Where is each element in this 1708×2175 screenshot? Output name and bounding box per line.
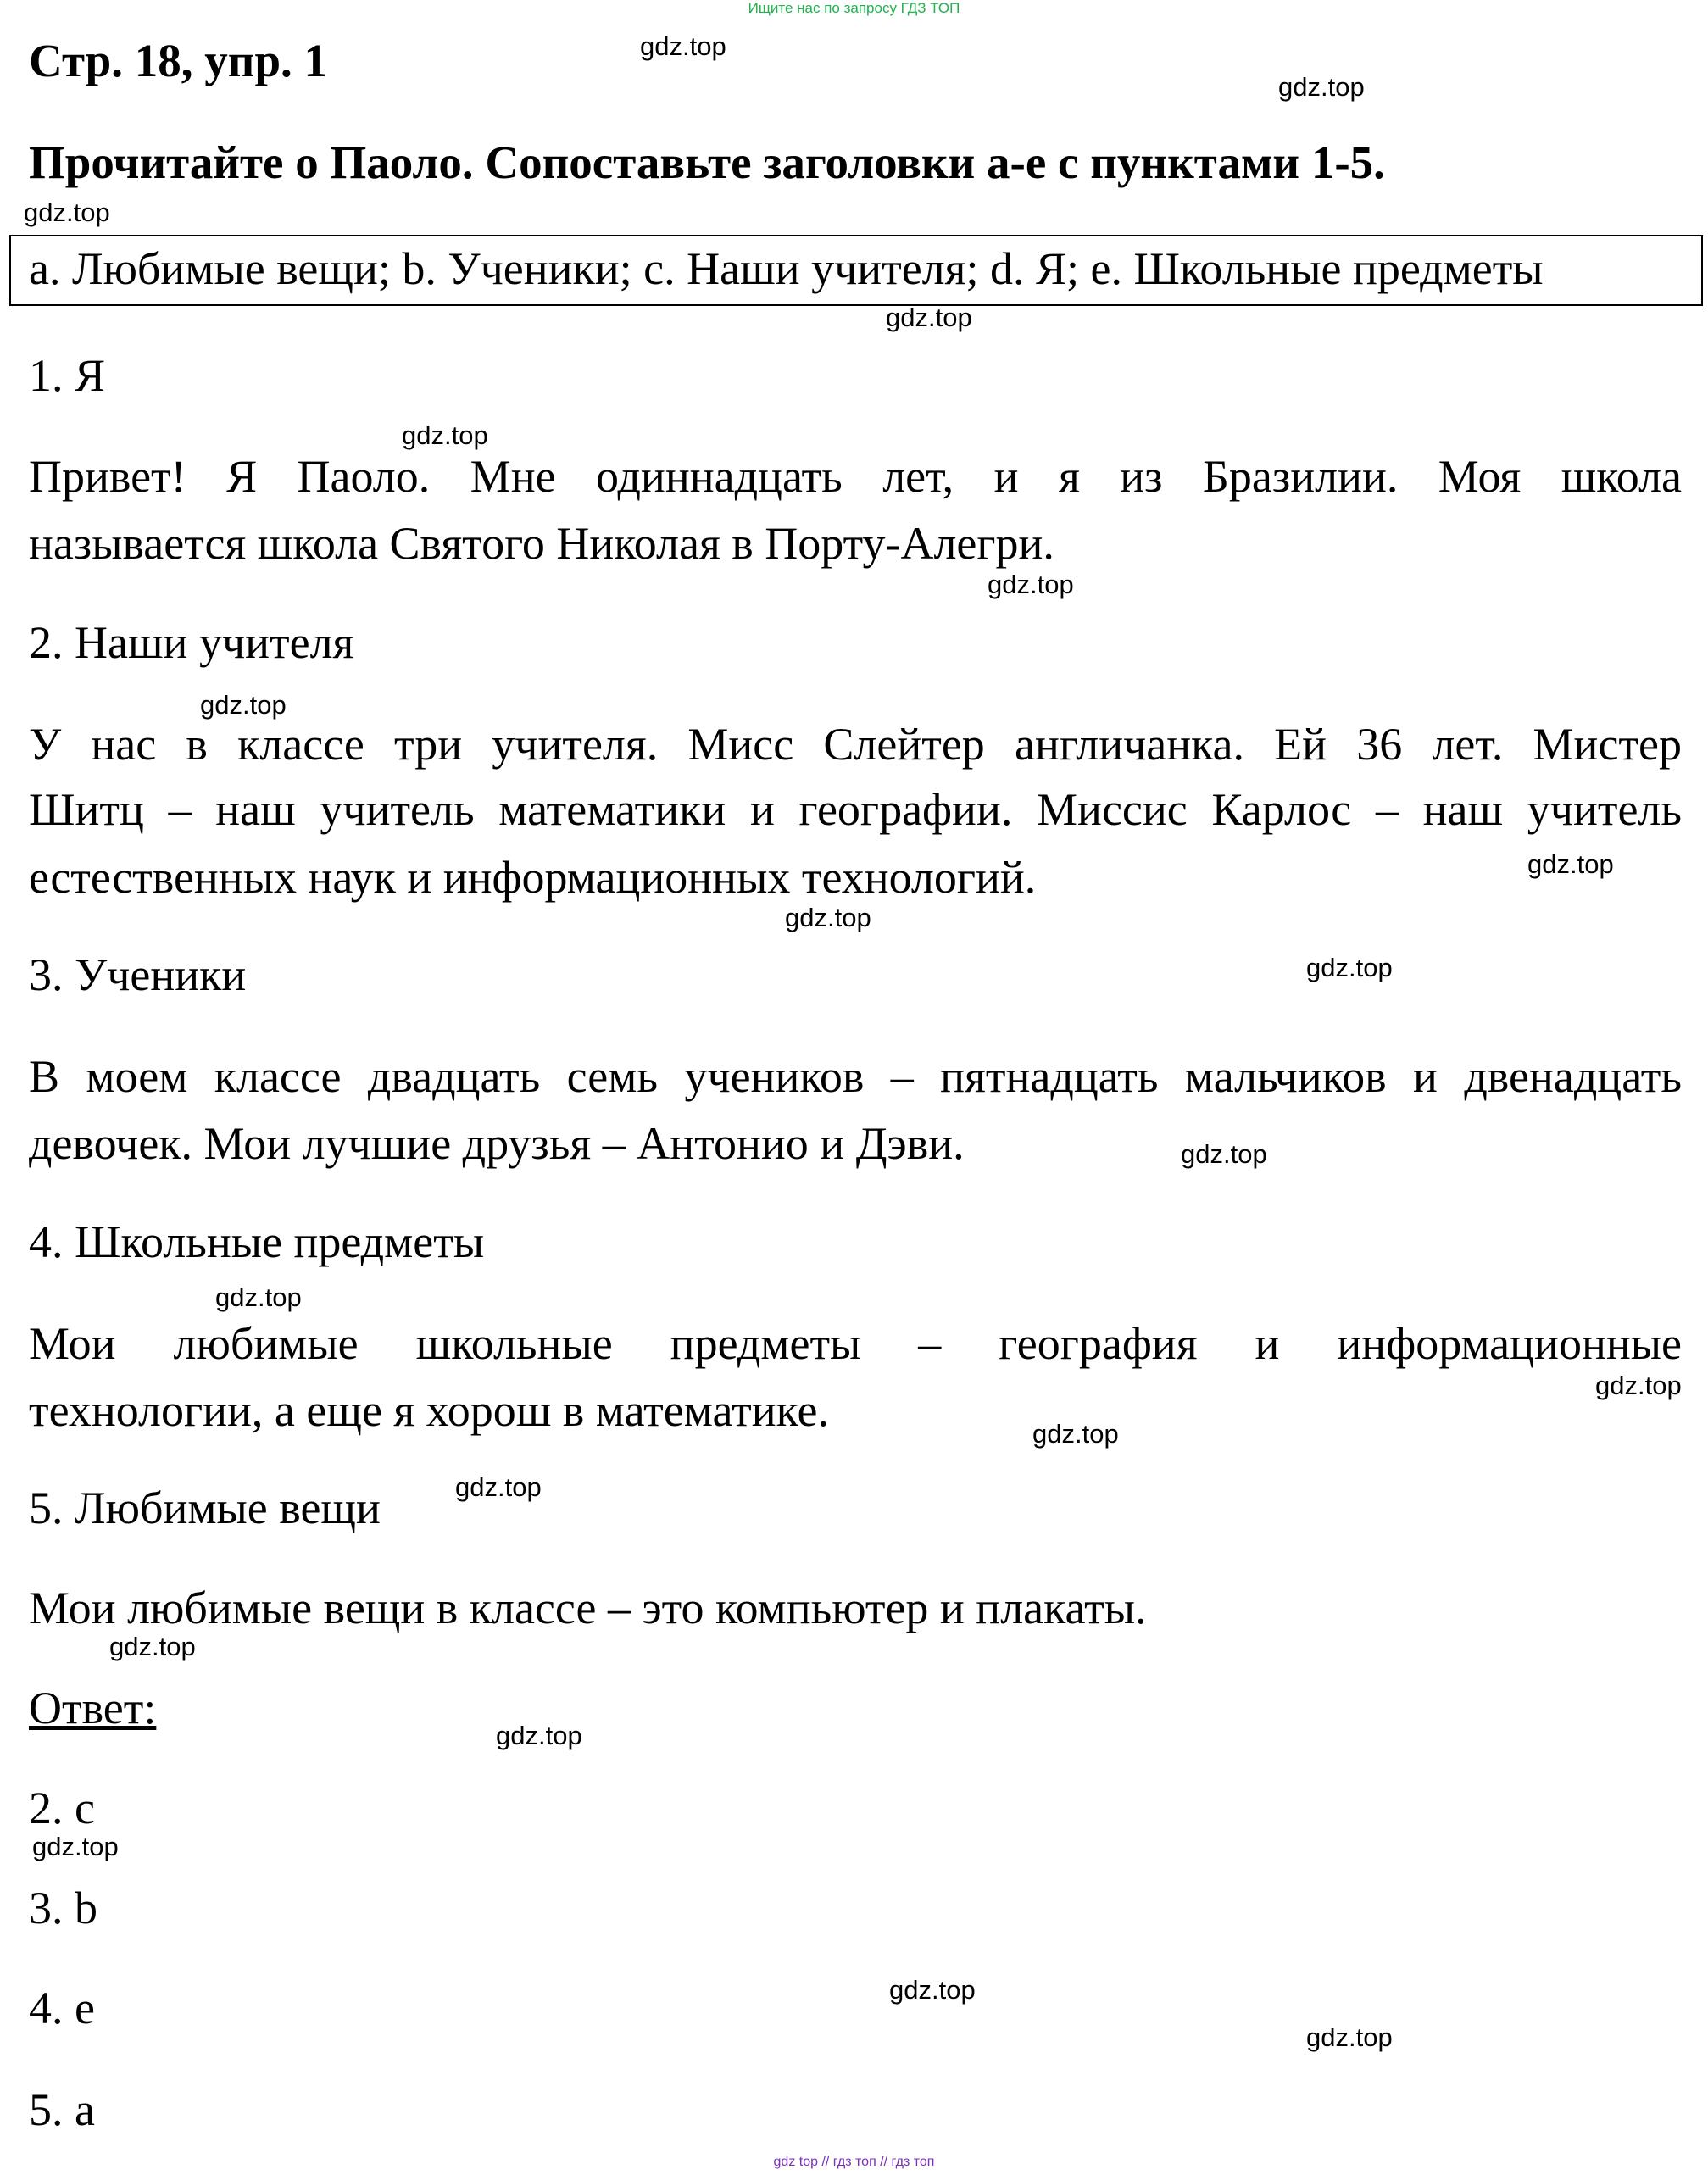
- answer-label: Ответ:: [29, 1683, 157, 1733]
- watermark: gdz.top: [109, 1632, 196, 1661]
- watermark: gdz.top: [886, 303, 972, 332]
- bottom-banner: gdz top // гдз топ // гдз топ: [773, 2155, 935, 2169]
- watermark: gdz.top: [32, 1832, 119, 1861]
- watermark: gdz.top: [988, 570, 1074, 599]
- watermark: gdz.top: [1595, 1371, 1682, 1400]
- watermark: gdz.top: [1306, 2022, 1393, 2052]
- headings-box-text: a. Любимые вещи; b. Ученики; c. Наши учителя; d. Я; e. Школьные предметы: [29, 243, 1544, 294]
- watermark: gdz.top: [200, 690, 287, 720]
- answer-item: 4. e: [29, 1983, 95, 2033]
- section-5-title: 5. Любимые вещи: [29, 1482, 381, 1533]
- section-2-line-3: естественных наук и информационных технологий.: [29, 852, 1037, 903]
- watermark: gdz.top: [640, 31, 726, 61]
- section-2-title: 2. Наши учителя: [29, 617, 354, 668]
- watermark: gdz.top: [24, 197, 110, 227]
- answer-item: 5. a: [29, 2084, 95, 2135]
- instruction: Прочитайте о Паоло. Сопоставьте заголовки a-e с пунктами 1-5.: [29, 136, 1385, 188]
- section-1-title: 1. Я: [29, 350, 106, 401]
- top-banner: Ищите нас по запросу ГДЗ ТОП: [748, 0, 960, 16]
- watermark: gdz.top: [1181, 1139, 1267, 1169]
- watermark: gdz.top: [215, 1282, 302, 1312]
- page-title: Стр. 18, упр. 1: [29, 35, 328, 86]
- section-4-line-1: Мои любимые школьные предметы – география и информационные: [29, 1318, 1682, 1369]
- answer-item: 3. b: [29, 1883, 97, 1933]
- watermark: gdz.top: [496, 1721, 582, 1750]
- watermark: gdz.top: [1527, 849, 1614, 879]
- watermark: gdz.top: [785, 903, 871, 932]
- section-4-line-2: технологии, а еще я хорош в математике.: [29, 1385, 829, 1436]
- answer-item: 2. c: [29, 1783, 95, 1833]
- section-1-line-1: Привет! Я Паоло. Мне одиннадцать лет, и я из Бразилии. Моя школа: [29, 451, 1682, 502]
- section-4-title: 4. Школьные предметы: [29, 1216, 485, 1267]
- section-3-title: 3. Ученики: [29, 949, 247, 1000]
- watermark: gdz.top: [889, 1975, 976, 2005]
- watermark: gdz.top: [402, 420, 488, 450]
- section-1-line-2: называется школа Святого Николая в Порту-Алегри.: [29, 518, 1054, 569]
- section-2-line-2: Шитц – наш учитель математики и географии. Миссис Карлос – наш учитель: [29, 784, 1682, 835]
- section-3-line-1: В моем классе двадцать семь учеников – пятнадцать мальчиков и двенадцать: [29, 1051, 1682, 1102]
- watermark: gdz.top: [1032, 1419, 1119, 1449]
- watermark: gdz.top: [455, 1472, 542, 1502]
- watermark: gdz.top: [1306, 953, 1393, 982]
- section-5-line-1: Мои любимые вещи в классе – это компьютер и плакаты.: [29, 1583, 1147, 1633]
- section-3-line-2: девочек. Мои лучшие друзья – Антонио и Дэви.: [29, 1118, 965, 1169]
- section-2-line-1: У нас в классе три учителя. Мисс Слейтер англичанка. Ей 36 лет. Мистер: [29, 719, 1682, 770]
- watermark: gdz.top: [1278, 72, 1365, 102]
